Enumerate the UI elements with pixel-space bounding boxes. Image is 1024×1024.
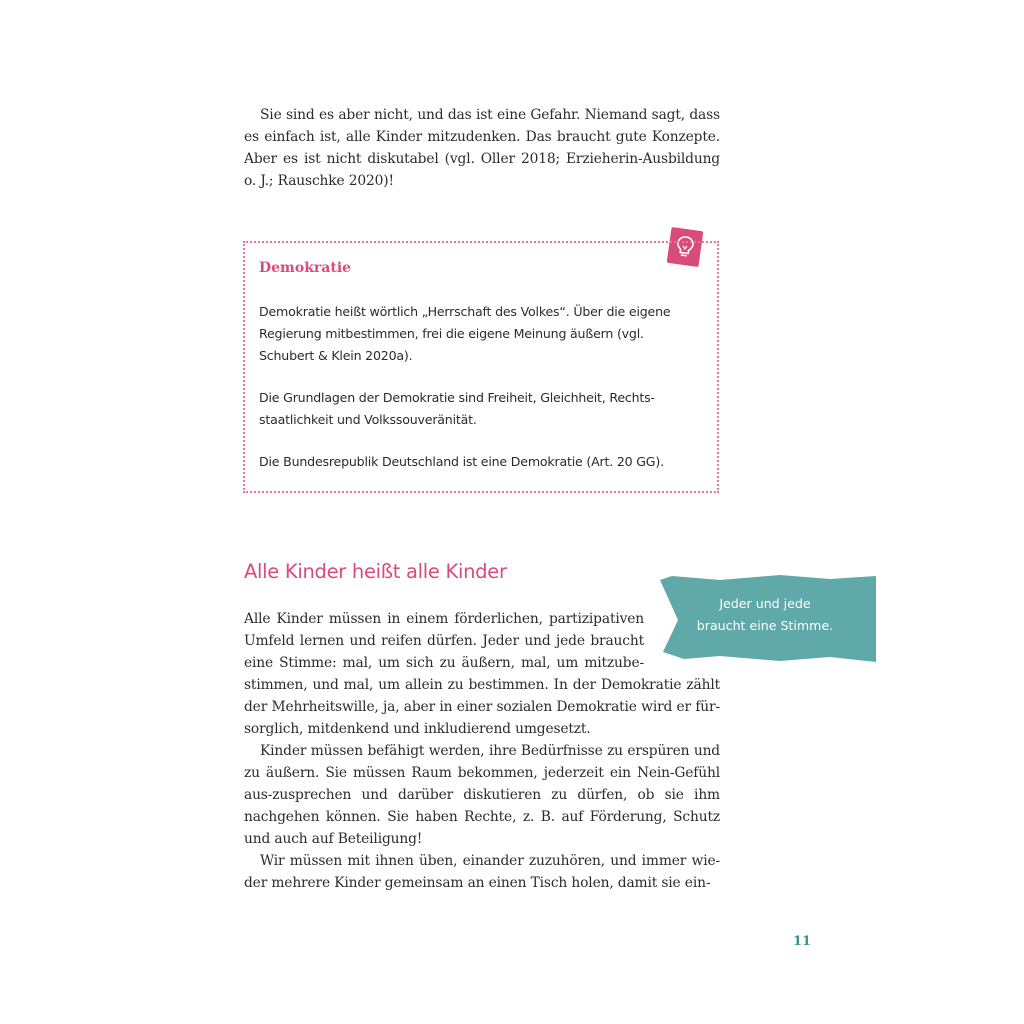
section-heading: Alle Kinder heißt alle Kinder [244,560,507,583]
quote-line: Jeder und jede [719,596,811,611]
section-body [244,608,720,894]
page-number: 11 [793,934,812,949]
body-paragraph: Alle Kinder müssen in einem förderlichen, partizipativen Umfeld lernen und reifen dürfen. Jeder und jede braucht eine Stimme: mal, um sich zu äußern, mal, um mitzube-stimmen, und mal, um allein zu bestimmen. In der Demokratie zählt der Mehrheitswille, ja, aber in einer sozialen Demokratie wird er für-sorglich, mitdenkend und inkludierend umgesetzt. [244,611,720,737]
definition-body [259,301,699,493]
body-paragraph: Kinder müssen befähigt werden, ihre Bedürfnisse zu erspüren und zu äußern. Sie müssen Raum bekommen, jederzeit ein Nein-Gefühl aus-zusprechen und darüber diskutieren zu dürfen, ob sie ihm nachgehen können. Sie haben Rechte, z. B. auf Förderung, Schutz und auch auf Beteiligung! [244,743,720,847]
body-paragraph: Wir müssen mit ihnen üben, einander zuzuhören, und immer wie-der mehrere Kinder gemeinsam an einen Tisch holen, damit sie ein- [244,853,720,891]
quote-line: braucht eine Stimme. [696,618,834,633]
definition-box [243,241,719,493]
intro-paragraph: Sie sind es aber nicht, und das ist eine Gefahr. Niemand sagt, dass es einfach ist, alle Kinder mitzudenken. Das braucht gute Konzepte. Aber es ist nicht diskutabel (vgl. Oller 2018; Erzieherin-Ausbildung o. J.; Rauschke 2020)! [244,107,720,189]
definition-paragraph: Demokratie heißt wörtlich „Herrschaft des Volkes“. Über die eigene Regierung mitbestimmen, frei die eigene Meinung äußern (vgl. Schubert & Klein 2020a). [259,304,671,363]
quote-banner-text [680,593,850,637]
definition-paragraph: Die Grundlagen der Demokratie sind Freiheit, Gleichheit, Rechts-staatlichkeit und Volkssouveränität. [259,390,655,427]
intro-text [244,104,720,192]
definition-paragraph: Die Bundesrepublik Deutschland ist eine Demokratie (Art. 20 GG). [259,454,664,469]
definition-title: Demokratie [259,260,352,276]
